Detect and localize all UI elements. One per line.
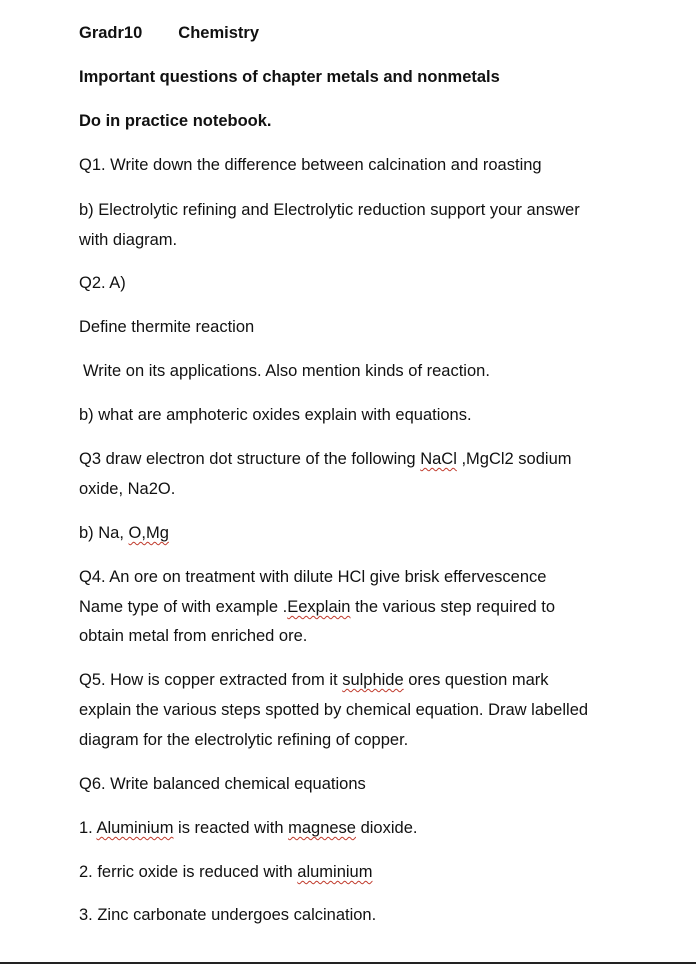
grade-label: Gradr10: [79, 24, 143, 42]
q5-line3: diagram for the electrolytic refining of copper.: [79, 731, 409, 749]
document-title: Important questions of chapter metals and nonmetals: [79, 68, 500, 86]
q6-item3: 3. Zinc carbonate undergoes calcination.: [79, 906, 377, 924]
q4-line2-pre: Name type of with example .: [79, 598, 288, 616]
q4-line2: [79, 597, 555, 617]
q6-item2-pre: 2. ferric oxide is reduced with: [79, 863, 298, 881]
q6-item1-pre: 1.: [79, 819, 97, 837]
instruction-text: Do in practice notebook.: [79, 112, 272, 130]
q2-b: b) what are amphoteric oxides explain with equations.: [79, 406, 472, 424]
q3-b-omg: O,Mg: [128, 524, 169, 542]
q3-b: [79, 523, 169, 543]
q6-item1-mid: is reacted with: [173, 819, 289, 837]
q6-heading: Q6. Write balanced chemical equations: [79, 775, 366, 793]
q1-text: Q1. Write down the difference between calcination and roasting: [79, 156, 542, 174]
q5-line1: [79, 670, 549, 690]
q5-line2: explain the various steps spotted by chemical equation. Draw labelled: [79, 701, 589, 719]
q6-magnese-word: magnese: [288, 819, 356, 837]
q3-line2: oxide, Na2O.: [79, 480, 176, 498]
q4-line3: obtain metal from enriched ore.: [79, 627, 308, 645]
q3-line1: [79, 449, 572, 469]
q5-sulphide: sulphide: [342, 671, 404, 689]
q6-item1: [79, 818, 417, 838]
q3-line1-pre: Q3 draw electron dot structure of the following: [79, 450, 421, 468]
q2-applications: Write on its applications. Also mention kinds of reaction.: [83, 362, 490, 380]
q4-line1: Q4. An ore on treatment with dilute HCl give brisk effervescence: [79, 568, 547, 586]
q3-line1-post: ,MgCl2 sodium: [456, 450, 572, 468]
q6-item1-post: dioxide.: [356, 819, 418, 837]
q1-b-line2: with diagram.: [79, 231, 178, 249]
q2-heading: Q2. A): [79, 274, 126, 292]
q6-aluminium-word: Aluminium: [96, 819, 174, 837]
bottom-divider: [0, 962, 696, 964]
q1-b-line1: b) Electrolytic refining and Electrolytic reduction support your answer: [79, 201, 580, 219]
q5-line1-post: ores question mark: [403, 671, 549, 689]
q4-line2-post: the various step required to: [350, 598, 556, 616]
subject-label: Chemistry: [178, 24, 259, 42]
q4-eexplain: Eexplain: [287, 598, 351, 616]
q2-define: Define thermite reaction: [79, 318, 255, 336]
header-line: [79, 23, 259, 43]
q3-b-pre: b) Na,: [79, 524, 129, 542]
q6-item2: [79, 862, 372, 882]
q6-item2-aluminium: aluminium: [297, 863, 373, 881]
q3-nacl: NaCl: [420, 450, 457, 468]
q5-line1-pre: Q5. How is copper extracted from it: [79, 671, 343, 689]
